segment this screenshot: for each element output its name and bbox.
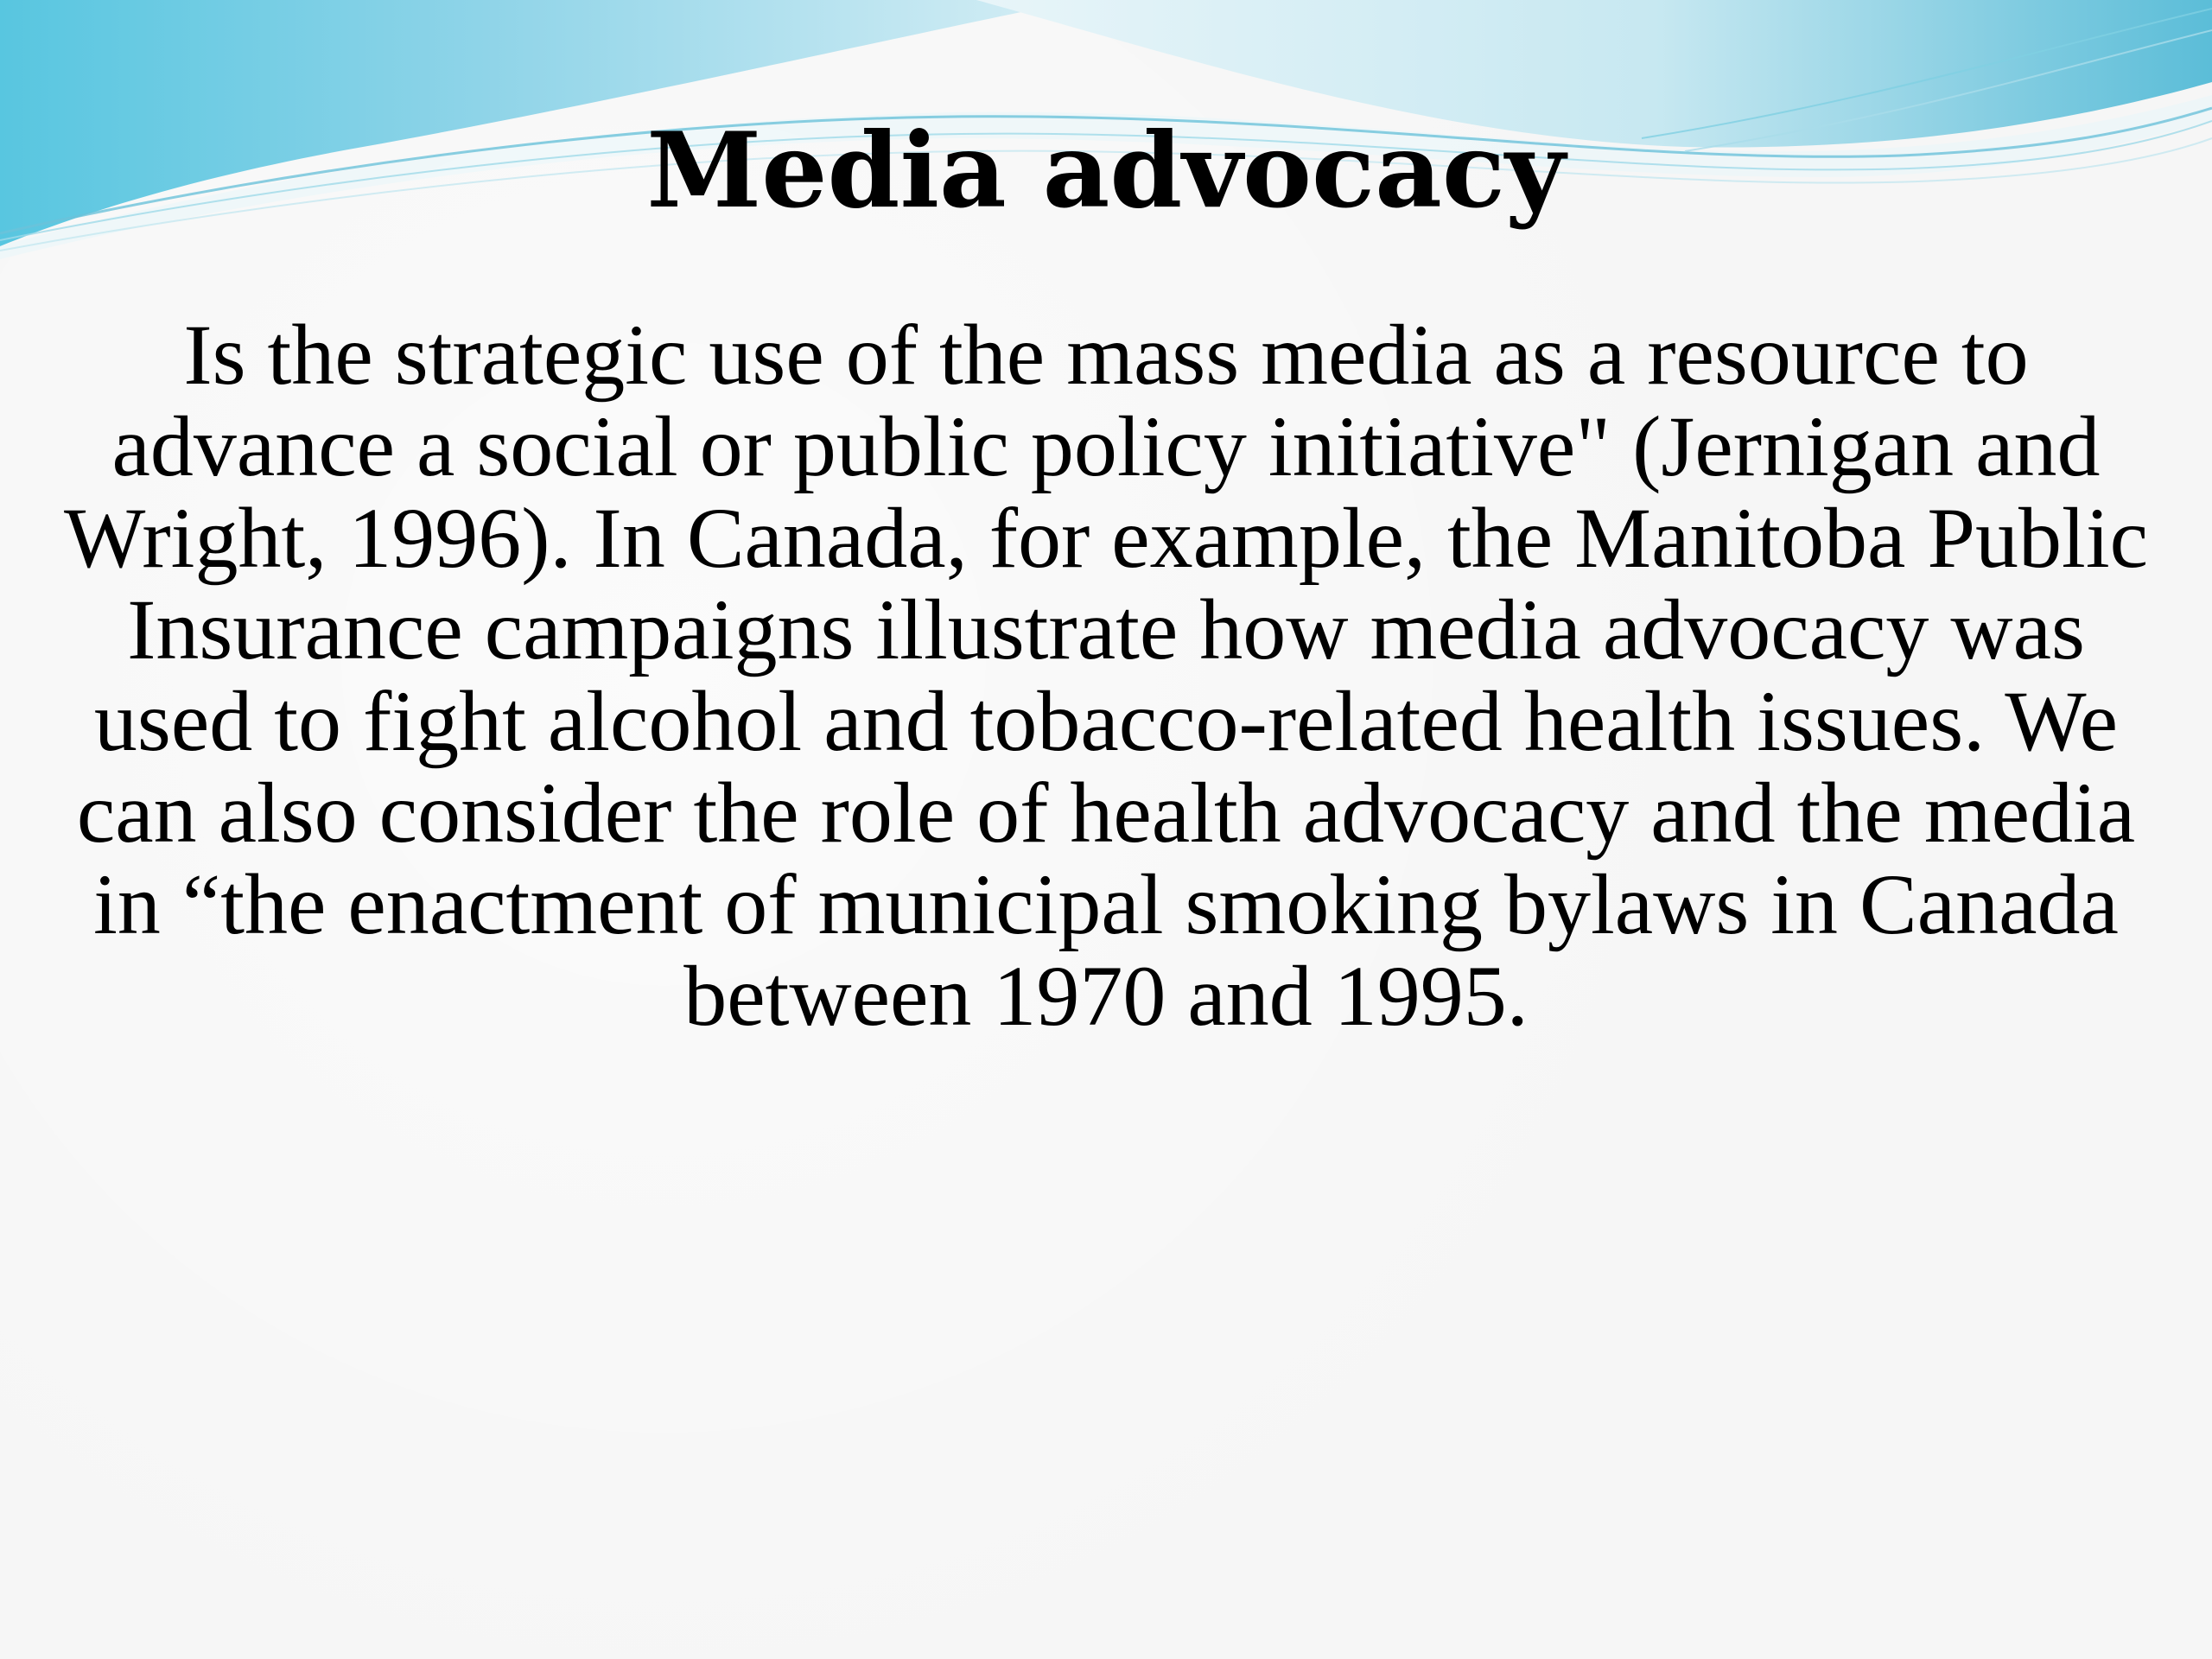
slide-body-text: Is the strategic use of the mass media as a resource to advance a social or public policy initiative" (Jernigan and Wright, 1996). In Canada, for example, the Manitoba Public Insurance campaigns illustrate how media advocacy was used to fight alcohol and tobacco-related health issues. We can also consider the role of health advocacy and the media in “the enactment of municipal smoking bylaws in Canada between 1970 and 1995. — [63, 307, 2148, 1044]
slide-title: Media advocacy — [646, 110, 1566, 232]
